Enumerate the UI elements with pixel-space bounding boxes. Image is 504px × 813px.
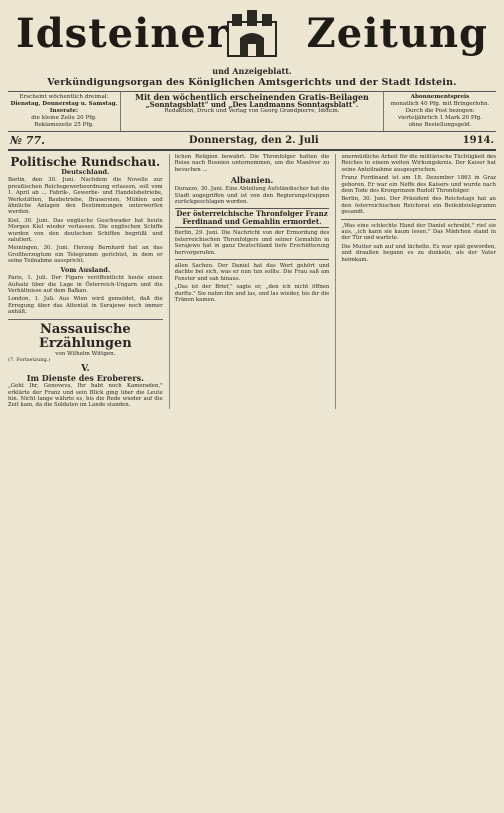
article-text: London, 1. Juli. Aus Wien wird gemeldet, daß die Erregung über das Attentat in Serajewo noch immer anhält. <box>8 296 163 316</box>
chapter-title: Im Dienste des Eroberers. <box>26 372 144 383</box>
info-center-line: Redaktion, Druck und Verlag von Georg Grandpierre, Idstein. <box>164 108 340 114</box>
column-3 <box>335 154 496 409</box>
article-text: Berlin, 30. Juni. Der Präsident des Reichstags hat an den österreichischen Reichsrat ein Beileidstelegramm gesandt. <box>341 196 497 216</box>
info-left-line: Erscheint wöchentlich dreimal: <box>19 94 109 100</box>
info-left-line: die kleine Zeile 20 Pfg. <box>31 115 97 121</box>
article-text: lichen Religion bewahrt. Die Thronfolger hatten die Reise nach Bosnien unternommen, um die Manöver zu besuchen ... <box>174 154 330 173</box>
serial-text: „Geht Ihr, Genoveva, Ihr habt noch Kameraden," erklärte der Franz und sein Blick ging über die Leute hin. Nicht lange währte es, bis die Rede wieder auf die Zeit kam, da die Soldaten im Lande standen. <box>8 383 163 409</box>
info-right-line: monatlich 40 Pfg. mit Bringerlohn. <box>390 101 490 107</box>
title-left: Idsteiner <box>16 10 229 57</box>
article-text: Meiningen, 30. Juni. Herzog Bernhard hat an das Großherzogtum ein Telegramm gerichtet, in dem er seine Teilnahme ausspricht. <box>8 245 163 265</box>
info-left <box>8 92 121 131</box>
serial-author: von Wilhelm Wittgen. <box>55 350 116 357</box>
article-text: Berlin, den 30. Juni. Nachdem die Novelle zur preußischen Reichsgewerbeordnung erlassen, soll vom 1. April ab ... Fabrik-, Gewerbe- und Handelsbetriebe, Werkstätten, Baubetriebe, Brauereien, Mühlen und ähnliche Anlagen den Bestimmungen unterworfen werden. <box>8 177 163 216</box>
serial-text: „Was eine schlechte Hand der Daniel schreibt," rief sie aus, „ich kann sie kaum lesen." Das Mädchen stand in der Tür und wartete. <box>341 222 497 242</box>
info-left-line: Dienstag, Donnerstag u. Samstag. <box>10 101 118 107</box>
article-text: Berlin, 29. Juni. Die Nachricht von der Ermordung des österreichischen Thronfolgers und seiner Gemahlin in Serajewo hat in ganz Deutschland tiefe Erschütterung hervorgerufen. <box>174 230 330 256</box>
subtitle: und Anzeigeblatt. <box>212 66 292 76</box>
article-text: Durazzo, 30. Juni. Eine Abteilung Aufständischer hat die Stadt angegriffen und ist von den Regierungstruppen zurückgeschlagen worden. <box>174 186 330 206</box>
article-text: Kiel, 30. Juni. Das englische Geschwader hat heute Morgen Kiel wieder verlassen. Die englischen Schiffe wurden von den deutschen Schiffen begrüßt und salutiert. <box>8 217 163 244</box>
section-subheading: Deutschland. <box>61 168 110 176</box>
info-center-line: Mit den wöchentlich erscheinenden Gratis-Beilagen <box>135 92 369 102</box>
chapter-number: V. <box>81 364 90 375</box>
info-bar <box>8 91 496 132</box>
masthead <box>8 4 496 66</box>
divider <box>341 219 496 220</box>
info-right-line: Abonnementspreis <box>410 94 470 100</box>
date-bar <box>8 132 496 151</box>
article-text: unermüdliche Arbeit für die militärische Tüchtigkeit des Reiches in einem weiten Wirkungskreis. Der Kaiser hat seine Anteilnahme ausgesprochen. <box>341 154 497 173</box>
article-text: Paris, 1. Juli. Der Figaro veröffentlicht heute einen Aufsatz über die Lage in Österreich-Ungarn und die Verhältnisse auf dem Balkan. <box>8 275 163 294</box>
info-right-line: Durch die Post bezogen: <box>405 108 475 114</box>
serial-heading: Nassauische Erzählungen <box>39 321 132 351</box>
issue-date: Donnerstag, den 2. Juli <box>188 135 319 146</box>
info-right <box>384 92 496 131</box>
boxed-heading: Der österreichische Thronfolger Franz Ferdinand und Gemahlin ermordet. <box>176 209 328 227</box>
issue-number: № 77. <box>10 134 45 147</box>
info-center-line: „Sonntagsblatt" und „Des Landmanns Sonntagsblatt". <box>145 100 359 109</box>
info-right-line: ohne Bestellungsgeld. <box>408 122 472 128</box>
info-left-line: Reklamezeile 25 Pfg. <box>34 122 94 128</box>
tagline: Verkündigungsorgan des Königlichen Amtsgerichts und der Stadt Idstein. <box>47 77 457 88</box>
info-right-line: vierteljährlich 1 Mark 20 Pfg. <box>397 115 483 121</box>
divider <box>175 259 330 260</box>
issue-year: 1914. <box>462 135 494 146</box>
column-1 <box>8 154 163 409</box>
town-crest-icon <box>220 8 284 62</box>
section-heading: Politische Rundschau. <box>10 155 161 169</box>
serial-text: Die Mutter sah auf und lächelte. Es war spät geworden, und draußen begann es zu dunkeln, als der Vater heimkam. <box>341 243 497 263</box>
section-heading: Albanien. <box>230 175 274 186</box>
section-subheading: Vom Ausland. <box>60 265 111 274</box>
column-2 <box>169 154 330 409</box>
info-center <box>121 92 384 131</box>
columns <box>8 151 496 409</box>
serial-continuation: (7. Fortsetzung.) <box>8 356 51 363</box>
article-text: Franz Ferdinand ist am 18. Dezember 1863 in Graz geboren. Er war ein Neffe des Kaisers und wurde nach dem Tode des Kronprinzen Rudolf Thronfolger. <box>341 175 497 195</box>
serial-text: allen Sachen. Der Daniel hat das Wort gehört und dachte bei sich, was er nun tun sollte. Die Frau saß am Fenster und sah hinaus. <box>174 263 330 282</box>
divider <box>8 319 163 320</box>
info-left-line: Inserate: <box>49 108 79 114</box>
serial-text: „Das ist der Brief," sagte er, „den ich nicht öffnen durfte." Sie nahm ihn und las, und las wieder, bis ihr die Tränen kamen. <box>174 284 330 304</box>
title-right: Zeitung <box>306 10 488 57</box>
